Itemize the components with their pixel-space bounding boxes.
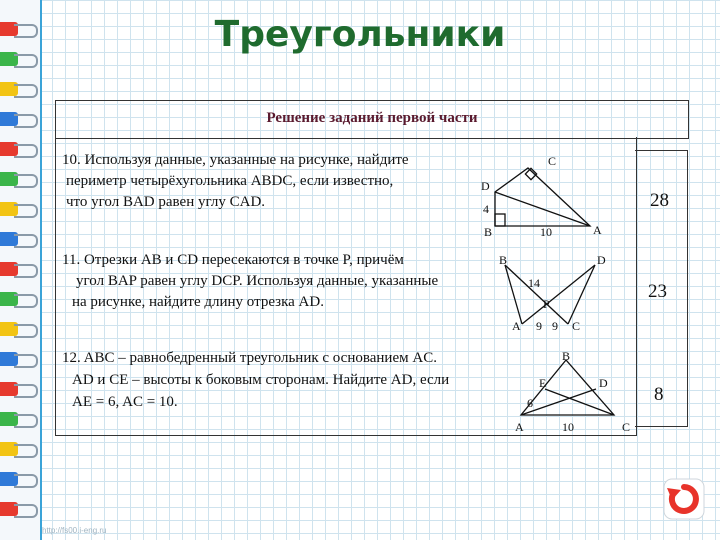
label-b: B bbox=[562, 349, 571, 363]
label-d: D bbox=[599, 376, 608, 390]
header-text: Решение заданий первой части bbox=[266, 110, 478, 126]
task-line: периметр четырёхугольника ABDC, если известно, bbox=[66, 173, 394, 189]
answer-11: 23 bbox=[648, 281, 667, 302]
label-c: C bbox=[622, 420, 631, 434]
label-b: B bbox=[499, 253, 508, 267]
answer-12: 8 bbox=[654, 384, 664, 405]
label-c: C bbox=[572, 319, 581, 333]
label-a: A bbox=[512, 319, 521, 333]
length-ap: 9 bbox=[536, 319, 542, 333]
length-bd: 4 bbox=[483, 202, 489, 216]
diagonal-da bbox=[495, 192, 590, 226]
label-a: A bbox=[593, 223, 602, 237]
length-ac: 10 bbox=[562, 420, 574, 434]
label-a: A bbox=[515, 420, 524, 434]
page-title: Треугольники bbox=[214, 14, 506, 55]
length-bp: 14 bbox=[528, 276, 540, 290]
answer-10: 28 bbox=[650, 190, 669, 211]
label-e: E bbox=[539, 376, 547, 390]
label-p: P bbox=[543, 297, 550, 311]
watermark: http://fs00.i-eng.ru bbox=[42, 526, 107, 535]
figure-10 bbox=[495, 168, 590, 226]
task-line: на рисунке, найдите длину отрезка AD. bbox=[72, 294, 324, 310]
back-button[interactable] bbox=[663, 478, 705, 520]
right-angle-mark-b bbox=[495, 214, 505, 226]
task-line: угол BAP равен углу DCP. Используя данные, указанные bbox=[76, 273, 439, 289]
task-line: 12. ABC – равнобедренный треугольник с основанием AC. bbox=[62, 350, 437, 366]
altitude-ce bbox=[545, 389, 614, 415]
length-pc: 9 bbox=[552, 319, 558, 333]
task-line: 10. Используя данные, указанные на рисунке, найдите bbox=[62, 152, 409, 168]
length-ae: 6 bbox=[527, 396, 533, 410]
task-line: 11. Отрезки AB и CD пересекаются в точке P, причём bbox=[62, 252, 404, 268]
figure-11 bbox=[505, 265, 595, 324]
task-line: AD и CE – высоты к боковым сторонам. Найдите AD, если bbox=[72, 372, 450, 388]
label-c: C bbox=[548, 154, 557, 168]
task-line: AE = 6, AC = 10. bbox=[72, 394, 178, 410]
label-d: D bbox=[597, 253, 606, 267]
label-d: D bbox=[481, 179, 490, 193]
segment-cd bbox=[568, 265, 595, 324]
back-arrow-icon bbox=[663, 478, 705, 520]
task-line: что угол BAD равен углу CAD. bbox=[66, 194, 266, 210]
length-ba: 10 bbox=[540, 225, 552, 239]
label-b: B bbox=[484, 225, 493, 239]
